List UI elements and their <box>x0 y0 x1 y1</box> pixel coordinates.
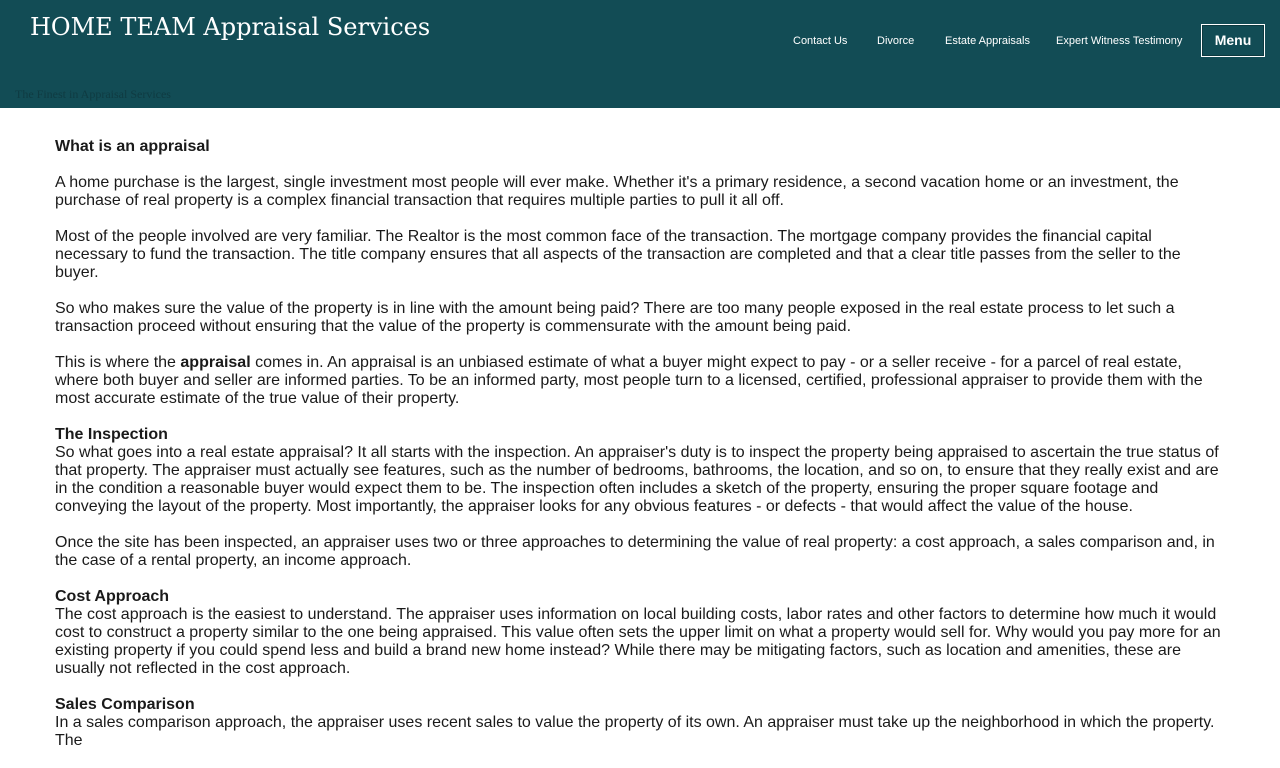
bold-term-appraisal: appraisal <box>180 354 251 371</box>
nav-link-divorce[interactable]: Divorce <box>877 35 915 47</box>
site-tagline: The Finest in Appraisal Services <box>15 87 171 101</box>
paragraph-who-makes-sure: So who makes sure the value of the property is in line with the amount being paid? There are too many people exposed in the real estate process to let such a transaction proceed without ensuring that the value of the property is commensurate with the amount being paid. <box>55 300 1175 335</box>
paragraph-home-purchase: A home purchase is the largest, single investment most people will ever make. Whether it's a primary residence, a second vacation home or an investment, the purchase of real property is a complex financial transaction that requires multiple parties to pull it all off. <box>55 174 1179 209</box>
paragraph-text: comes in. An appraisal is an unbiased estimate of what a buyer might expect to pay - or a seller receive - for a parcel of real estate, where both buyer and seller are informed parties. To be an informed party, most people turn to a licensed, certified, professional appraiser to provide them with the most accurate estimate of the true value of their property. <box>55 354 1203 407</box>
site-title[interactable]: HOME TEAM Appraisal Services <box>30 13 431 41</box>
paragraph-inspection: So what goes into a real estate appraisal? It all starts with the inspection. An appraiser's duty is to inspect the property being appraised to ascertain the true status of that property. The appraiser must actually see features, such as the number of bedrooms, bathrooms, the location, and so on, to ensure that they really exist and are in the condition a reasonable buyer would expect them to be. The inspection often includes a sketch of the property, ensuring the proper square footage and conveying the layout of the property. Most importantly, the appraiser looks for any obvious features - or defects - that would affect the value of the house. <box>55 444 1219 515</box>
paragraph-appraisal-definition <box>55 354 1225 408</box>
paragraph-people-involved: Most of the people involved are very familiar. The Realtor is the most common face of the transaction. The mortgage company provides the financial capital necessary to fund the transaction. The title company ensures that all aspects of the transaction are completed and that a clear title passes from the seller to the buyer. <box>55 228 1181 281</box>
section-heading-cost-approach: Cost Approach <box>55 588 170 605</box>
section-heading-what-is-an-appraisal: What is an appraisal <box>55 138 210 155</box>
section-inspection <box>55 426 1225 516</box>
section-cost-approach <box>55 588 1225 678</box>
section-heading-inspection: The Inspection <box>55 426 168 443</box>
menu-button[interactable]: Menu <box>1201 24 1265 57</box>
nav-link-contact-us[interactable]: Contact Us <box>793 35 848 47</box>
section-sales-comparison <box>55 696 1225 750</box>
nav-link-estate-appraisals[interactable]: Estate Appraisals <box>945 35 1030 47</box>
paragraph-approaches: Once the site has been inspected, an appraiser uses two or three approaches to determining the value of real property: a cost approach, a sales comparison and, in the case of a rental property, an income approach. <box>55 534 1215 569</box>
nav-link-expert-witness-testimony[interactable]: Expert Witness Testimony <box>1056 35 1183 47</box>
paragraph-text: This is where the <box>55 354 181 371</box>
paragraph-cost-approach: The cost approach is the easiest to understand. The appraiser uses information on local building costs, labor rates and other factors to determine how much it would cost to construct a property similar to the one being appraised. This value often sets the upper limit on what a property would sell for. Why would you pay more for an existing property if you could spend less and build a brand new home instead? While there may be mitigating factors, such as location and amenities, these are usually not reflected in the cost approach. <box>55 606 1221 677</box>
paragraph-sales-comparison: In a sales comparison approach, the appraiser uses recent sales to value the property of its own. An appraiser must take up the neighborhood in which the property. The <box>55 714 1215 749</box>
article-content <box>55 138 1225 768</box>
section-heading-sales-comparison: Sales Comparison <box>55 696 195 713</box>
site-header <box>0 0 1280 108</box>
